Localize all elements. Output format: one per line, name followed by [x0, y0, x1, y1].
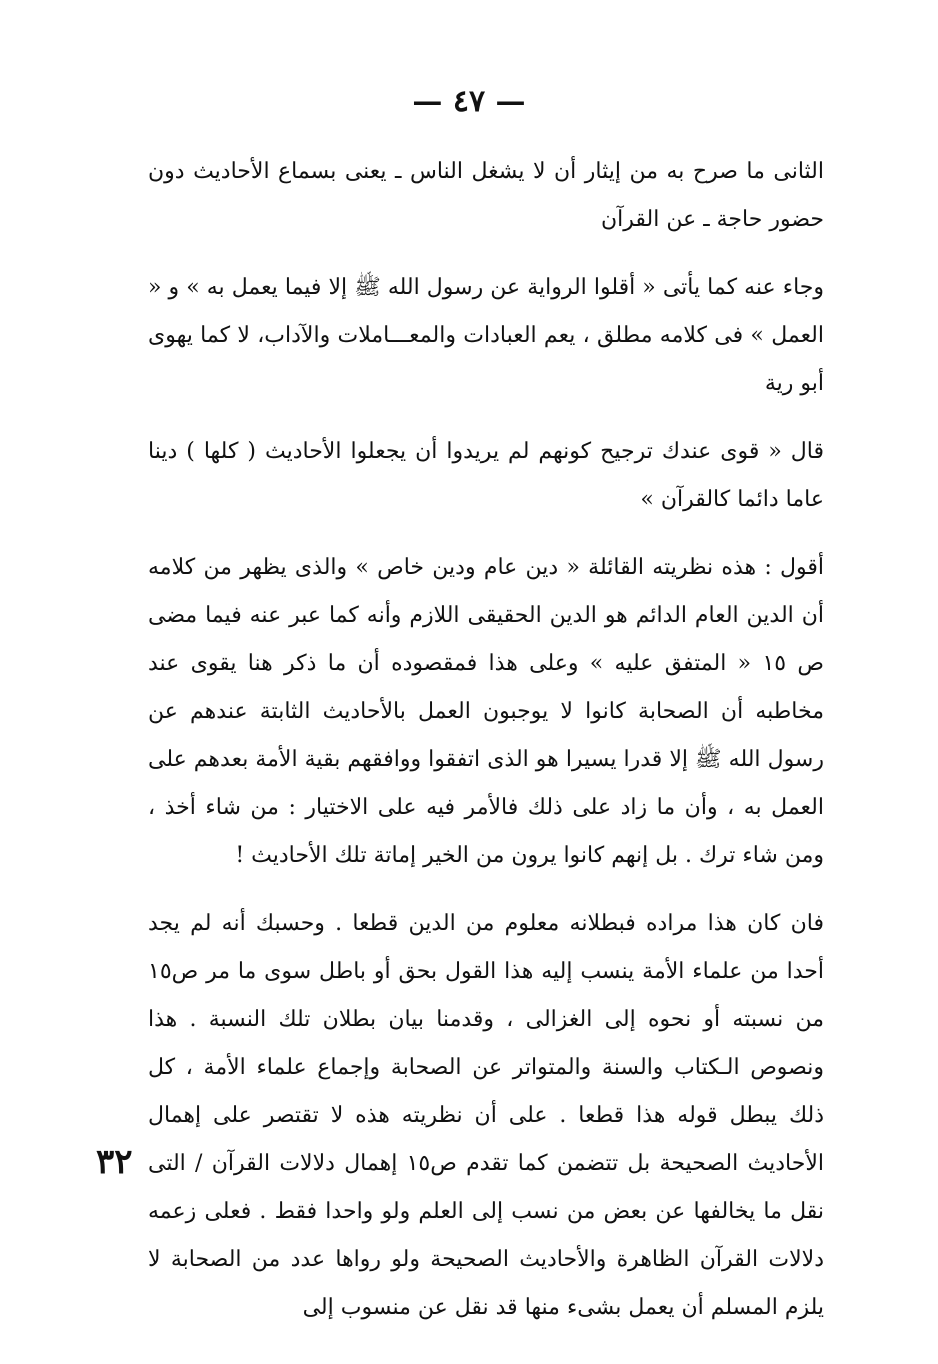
paragraph-2: وجاء عنه كما يأتى « أقلوا الرواية عن رسول الله ﷺ إلا فيما يعمل به » و « العمل » فى كلامه مطلق ، يعم العبادات والمعـــاملات والآداب، لا كما يهوى أبو رية	[148, 275, 824, 396]
paragraph-3: قال « قوى عندك ترجيح كونهم لم يريدوا أن يجعلوا الأحاديث ( كلها ) دينا عاما دائما كالقرآن »	[148, 439, 824, 512]
body-text	[148, 148, 824, 1332]
page-number: — ٤٧ —	[412, 84, 526, 119]
margin-note: ٣٢	[96, 1142, 133, 1182]
paragraph-1: الثانى ما صرح به من إيثار أن لا يشغل الناس ـ يعنى بسماع الأحاديث دون حضور حاجة ـ عن القرآن	[148, 159, 824, 232]
paragraph-4: أقول : هذه نظريته القائلة « دين عام ودين خاص » والذى يظهر من كلامه أن الدين العام الدائم هو الدين الحقيقى اللازم وأنه كما عبر عنه فيما مضى ص ١٥ « المتفق عليه » وعلى هذا فمقصوده أن ما ذكر هنا يقوى عند مخاطبه أن الصحابة كانوا لا يوجبون العمل بالأحاديث الثابتة عندهم عن رسول الله ﷺ إلا قدرا يسيرا هو الذى اتفقوا ووافقهم بقية الأمة بعدهم على العمل به ، وأن ما زاد على ذلك فالأمر فيه على الاختيار : من شاء أخذ ، ومن شاء ترك . بل إنهم كانوا يرون من الخير إماتة تلك الأحاديث !	[148, 555, 824, 868]
paragraph-5: فان كان هذا مراده فبطلانه معلوم من الدين قطعا . وحسبك أنه لم يجد أحدا من علماء الأمة ينسب إليه هذا القول بحق أو باطل سوى ما مر ص١٥ من نسبته أو نحوه إلى الغزالى ، وقدمنا بيان بطلان تلك النسبة . هذا ونصوص الـكتاب والسنة والمتواتر عن الصحابة وإجماع علماء الأمة ، كل ذلك يبطل قوله هذا قطعا . على أن نظريته هذه لا تقتصر على إهمال الأحاديث الصحيحة بل تتضمن كما تقدم ص١٥ إهمال دلالات القرآن / التى نقل ما يخالفها عن بعض من نسب إلى العلم ولو واحدا فقط . فعلى زعمه دلالات القرآن الظاهرة والأحاديث الصحيحة ولو رواها عدد من الصحابة لا يلزم المسلم أن يعمل بشىء منها قد نقل عن منسوب إلى	[148, 911, 824, 1320]
